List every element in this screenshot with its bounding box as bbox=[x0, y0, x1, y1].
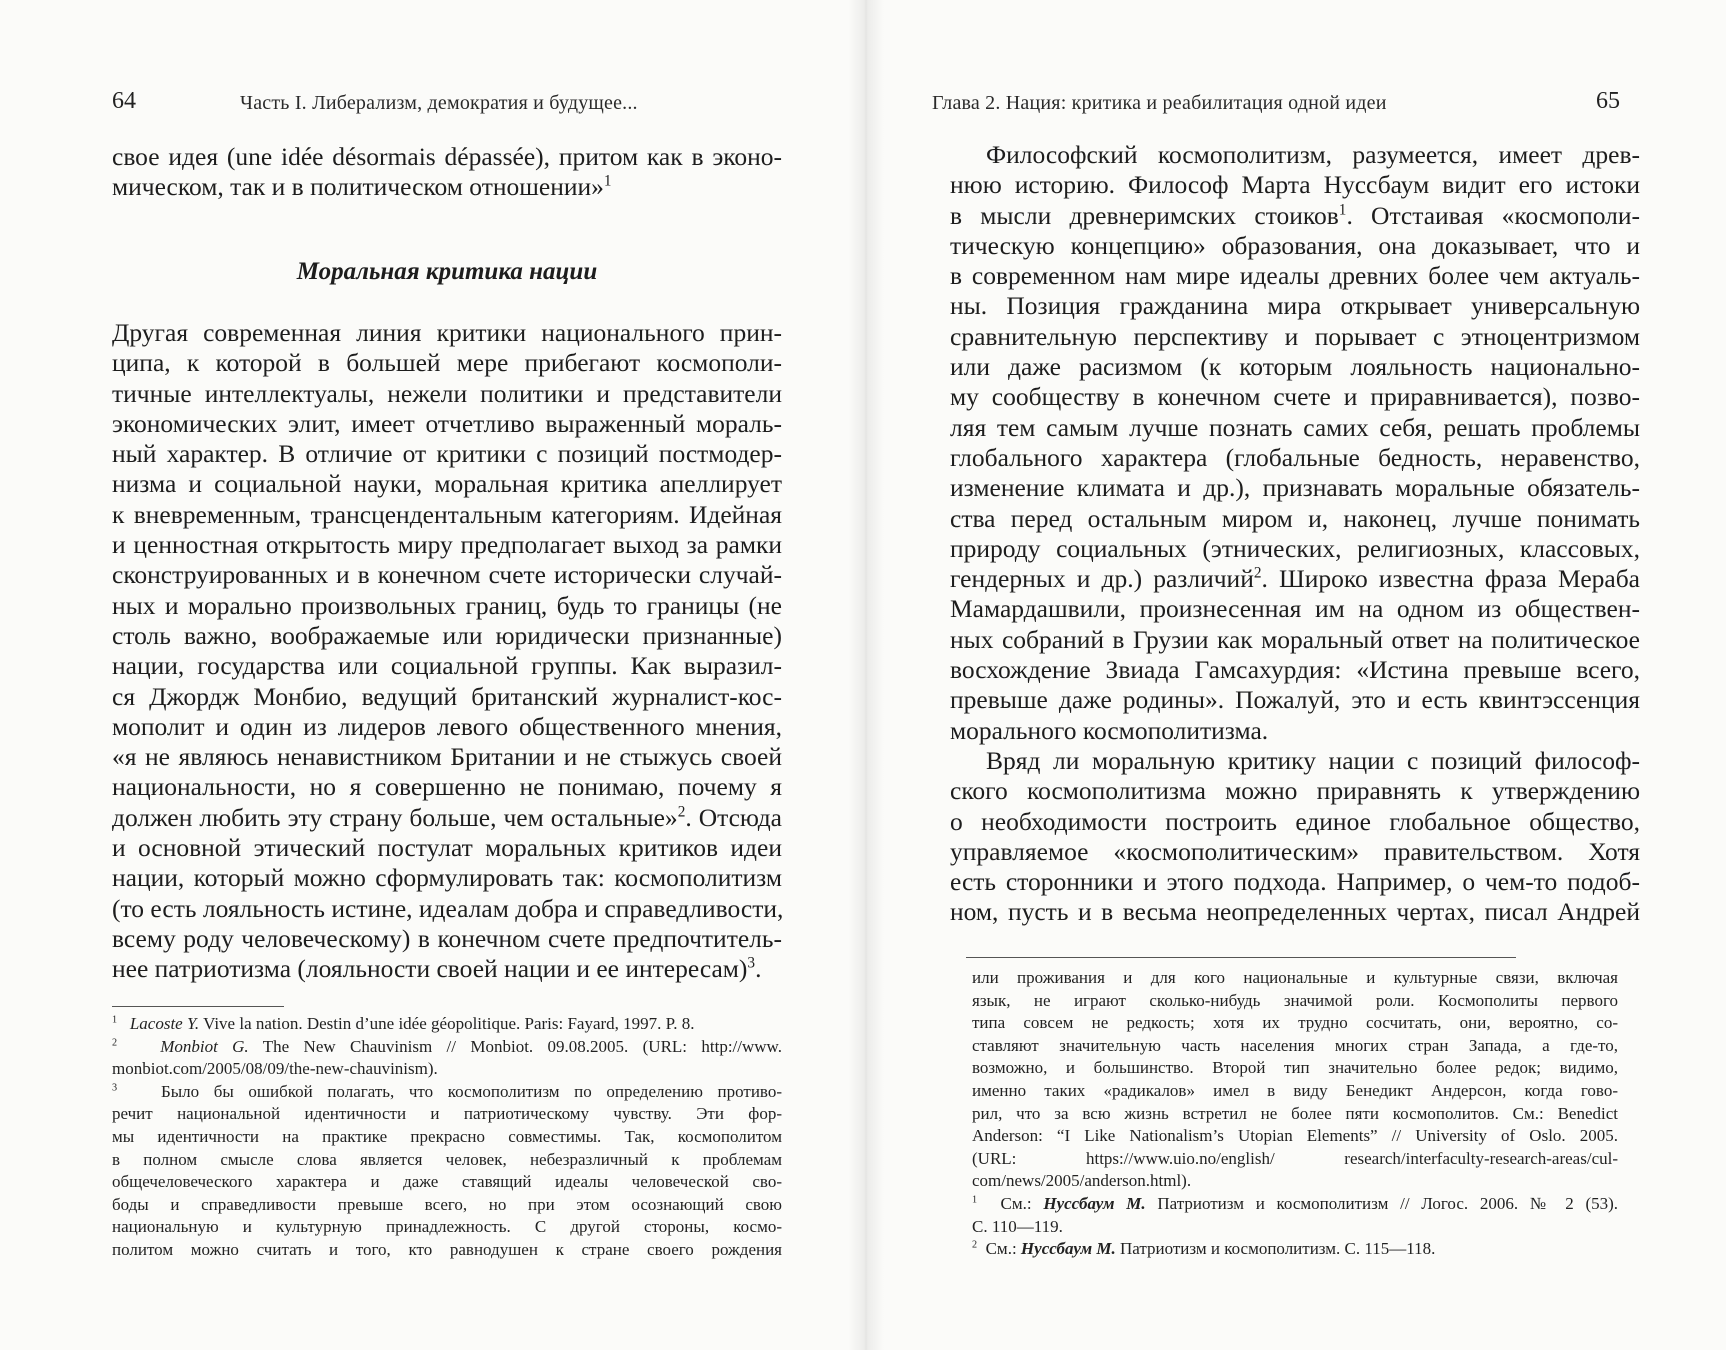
footnote-ref: 1 bbox=[603, 172, 612, 190]
text-line: нюю историю. Философ Марта Нуссбаум видит его истоки bbox=[950, 170, 1640, 200]
main-paragraph bbox=[112, 318, 782, 985]
text-line: должен любить эту страну больше, чем остальные»$^2$. Отсюда bbox=[112, 802, 782, 832]
text-line: столь важно, воображаемые или юридически признанные) bbox=[112, 620, 782, 650]
text-line: нации, государства или социальной группы. Как выразил- bbox=[112, 651, 782, 681]
text-line: в мысли древнеримских стоиков$^1$. Отстаивая «космополи- bbox=[950, 200, 1641, 230]
footnote-2-cont: monbiot.com/2005/08/09/the-new-chauvinism). bbox=[112, 1059, 438, 1079]
text-line: или даже расизмом (к которым лояльность национально- bbox=[950, 352, 1640, 382]
text-line: (то есть лояльность истине, идеалам добра и справедливости, bbox=[112, 893, 784, 923]
footnote-line: или проживания и для кого национальные и культурные связи, включая bbox=[972, 968, 1618, 987]
text-line: восхождение Звиада Гамсахурдия: «Истина превыше всего, bbox=[950, 655, 1640, 685]
text-line: ных и морально произвольных границ, будь то границы (не bbox=[112, 590, 782, 620]
text-line: мополит и один из лидеров левого общественного мнения, bbox=[112, 711, 782, 741]
footnote-line: политом можно считать и того, кто равнодушен к стране своего рождения bbox=[112, 1239, 782, 1259]
paragraph-1 bbox=[950, 140, 1640, 746]
text-line: ных собраний в Грузии как моральный ответ на политическое bbox=[950, 624, 1640, 654]
paragraph-2 bbox=[950, 746, 1640, 928]
footnote-line: возможно, и большинство. Второй тип значительно более редок; видимо, bbox=[972, 1058, 1618, 1078]
text-line: всему роду человеческому) в конечном счете предпочтитель- bbox=[112, 923, 782, 953]
footnote-line: боды и справедливости превыше всего, но при этом осознающий свою bbox=[112, 1194, 782, 1214]
footnote-line: национальную и культурную принадлежность. С другой стороны, космо- bbox=[112, 1217, 782, 1237]
opening-text bbox=[112, 142, 782, 203]
text-line: экономических элит, имеет отчетливо выраженный мораль- bbox=[112, 408, 782, 438]
text-line: управляемое «космополитическим» правительством. Хотя bbox=[950, 836, 1640, 866]
footnote-1: $^1$ Lacoste Y. Vive la nation. Destin d’une idée géopolitique. Paris: Fayard, 1997. P. 8. bbox=[112, 1014, 695, 1033]
footnote-line: Anderson: “I Like Nationalism’s Utopian Elements” // University of Oslo. 2005. bbox=[972, 1126, 1618, 1146]
text-line: национальности, но я совершенно не понимаю, почему я bbox=[112, 772, 782, 802]
footnote-1: $^1$ См.: Нуссбаум М. Патриотизм и космополитизм // Логос. 2006. № 2 (53). bbox=[972, 1193, 1619, 1213]
text-line: Другая современная линия критики национального прин- bbox=[112, 318, 782, 347]
footnote-line: рил, что за всю жизнь встретил не более пяти космополитов. См.: Benedict bbox=[972, 1103, 1618, 1123]
footnote-line: язык, не играют сколько-нибудь значимой роли. Космополиты первого bbox=[972, 990, 1618, 1010]
footnote-ref: 3 bbox=[747, 954, 756, 972]
left-page bbox=[0, 0, 860, 1350]
footnote-line: типа совсем не редкость; хотя их трудно сосчитать, они, вероятно, со- bbox=[972, 1013, 1618, 1033]
footnote-line: (URL: https://www.uio.no/english/ research/interfaculty-research-areas/cul- bbox=[972, 1148, 1618, 1168]
footnote-line: ставляют значительную часть населения многих стран Запада, а где-то, bbox=[972, 1035, 1618, 1055]
section-subheading: Моральная критика нации bbox=[296, 258, 598, 285]
text-line: превыше даже родины». Пожалуй, это и есть квинтэссенция bbox=[950, 685, 1640, 715]
page-number: 65 bbox=[1596, 88, 1620, 114]
text-line: мическом, так и в политическом отношении»$^1$ bbox=[112, 172, 612, 202]
text-line: низма и социальной науки, моральная критика апеллирует bbox=[112, 469, 782, 499]
text-line: глобального характера (глобальные бедность, неравенство, bbox=[950, 442, 1640, 472]
text-line: «я не являюсь ненавистником Британии и не стыжусь своей bbox=[112, 742, 782, 772]
text-line: ся Джордж Монбио, ведущий британский журналист-кос- bbox=[112, 681, 782, 711]
text-line: Мамардашвили, произнесенная им на одном из обществен- bbox=[950, 594, 1640, 624]
text-line: и основной этический постулат моральных критиков идеи bbox=[112, 833, 782, 863]
text-line: ского космополитизма можно приравнять к утверждению bbox=[950, 776, 1640, 806]
right-page bbox=[880, 0, 1726, 1350]
footnote-ref: 2 bbox=[1253, 564, 1262, 582]
text-line: ляя тем самым лучше познать самих себя, решать проблемы bbox=[950, 412, 1640, 442]
text-line: свое идея (une idée désormais dépassée), притом как в эконо- bbox=[112, 142, 782, 171]
footnote-line: речит национальной идентичности и патриотическому чувству. Эти фор- bbox=[112, 1104, 782, 1124]
page-number: 64 bbox=[112, 88, 136, 114]
text-line: ципа, к которой в большей мере прибегают космополи- bbox=[112, 348, 782, 378]
text-line: и ценностная открытость миру предполагает выход за рамки bbox=[112, 530, 782, 560]
footnote-line: com/news/2005/anderson.html). bbox=[972, 1171, 1192, 1191]
text-line: морального космополитизма. bbox=[950, 715, 1269, 745]
text-line: ны. Позиция гражданина мира открывает универсальную bbox=[950, 291, 1640, 321]
footnote-3: $^3$ Было бы ошибкой полагать, что космополитизм по определению противо- bbox=[112, 1081, 783, 1101]
footnote-1-cont: С. 110—119. bbox=[972, 1216, 1063, 1236]
text-line: нее патриотизма (лояльности своей нации и ее интересам)$^3$. bbox=[112, 954, 762, 984]
text-line: Философский космополитизм, разумеется, имеет древ- bbox=[986, 140, 1640, 169]
text-line: сравнительную перспективу и порывает с этноцентризмом bbox=[950, 321, 1640, 351]
footnote-ref: 2 bbox=[677, 803, 686, 821]
text-line: есть сторонники и этого подхода. Например, о чем-то подоб- bbox=[950, 867, 1640, 897]
footnote-rule bbox=[112, 1006, 284, 1007]
footnote-2: $^2$ См.: Нуссбаум М. Патриотизм и космополитизм. С. 115—118. bbox=[972, 1239, 1436, 1259]
footnote-line: мы идентичности на практике прекрасно совместимы. Так, космополитом bbox=[112, 1126, 782, 1146]
text-line: му сообществу в конечном счете и приравнивается), позво- bbox=[950, 382, 1640, 412]
footnote-2: $^2$ Monbiot G. The New Chauvinism // Monbiot. 09.08.2005. (URL: http://www. bbox=[112, 1036, 782, 1056]
footnote-line: в полном смысле слова является человек, небезразличный к проблемам bbox=[112, 1149, 782, 1169]
text-line: изменение климата и др.), признавать моральные обязатель- bbox=[950, 473, 1640, 503]
text-line: ном, пусть и в весьма неопределенных чертах, писал Андрей bbox=[950, 897, 1640, 927]
text-line: Вряд ли моральную критику нации с позиций философ- bbox=[986, 746, 1640, 775]
footnote-line: именно таких «радикалов» имел в виду Бенедикт Андерсон, когда гово- bbox=[972, 1080, 1618, 1100]
text-line: тическую концепцию» образования, она доказывает, что и bbox=[950, 230, 1640, 260]
text-line: гендерных и др.) различий$^2$. Широко известна фраза Мераба bbox=[950, 564, 1640, 594]
footnote-ref: 1 bbox=[1338, 201, 1347, 219]
footnotes bbox=[112, 1013, 782, 1262]
text-line: о необходимости построить единое глобальное общество, bbox=[950, 806, 1640, 836]
running-head: Глава 2. Нация: критика и реабилитация одной идеи bbox=[932, 92, 1387, 114]
text-line: тичные интеллектуалы, нежели политики и представители bbox=[112, 378, 782, 408]
text-line: ный характер. В отличие от критики с позиций постмодер- bbox=[112, 439, 782, 469]
text-line: ства перед остальным миром и, наконец, лучше понимать bbox=[950, 503, 1640, 533]
text-line: в современном нам мире идеалы древних более чем актуаль- bbox=[950, 261, 1640, 291]
text-line: нации, который можно сформулировать так: космополитизм bbox=[112, 863, 782, 893]
footnote-rule bbox=[966, 957, 1516, 958]
footnotes bbox=[972, 967, 1618, 1261]
running-head: Часть I. Либерализм, демократия и будущее... bbox=[240, 92, 638, 114]
footnote-line: общечеловеческого характера и даже ставящий идеалы человеческой сво- bbox=[112, 1172, 782, 1192]
text-line: сконструированных и в конечном счете исторически случай- bbox=[112, 560, 782, 590]
text-line: к вневременным, трансцендентальным категориям. Идейная bbox=[112, 499, 782, 529]
text-line: природу социальных (этнических, религиозных, классовых, bbox=[950, 533, 1640, 563]
